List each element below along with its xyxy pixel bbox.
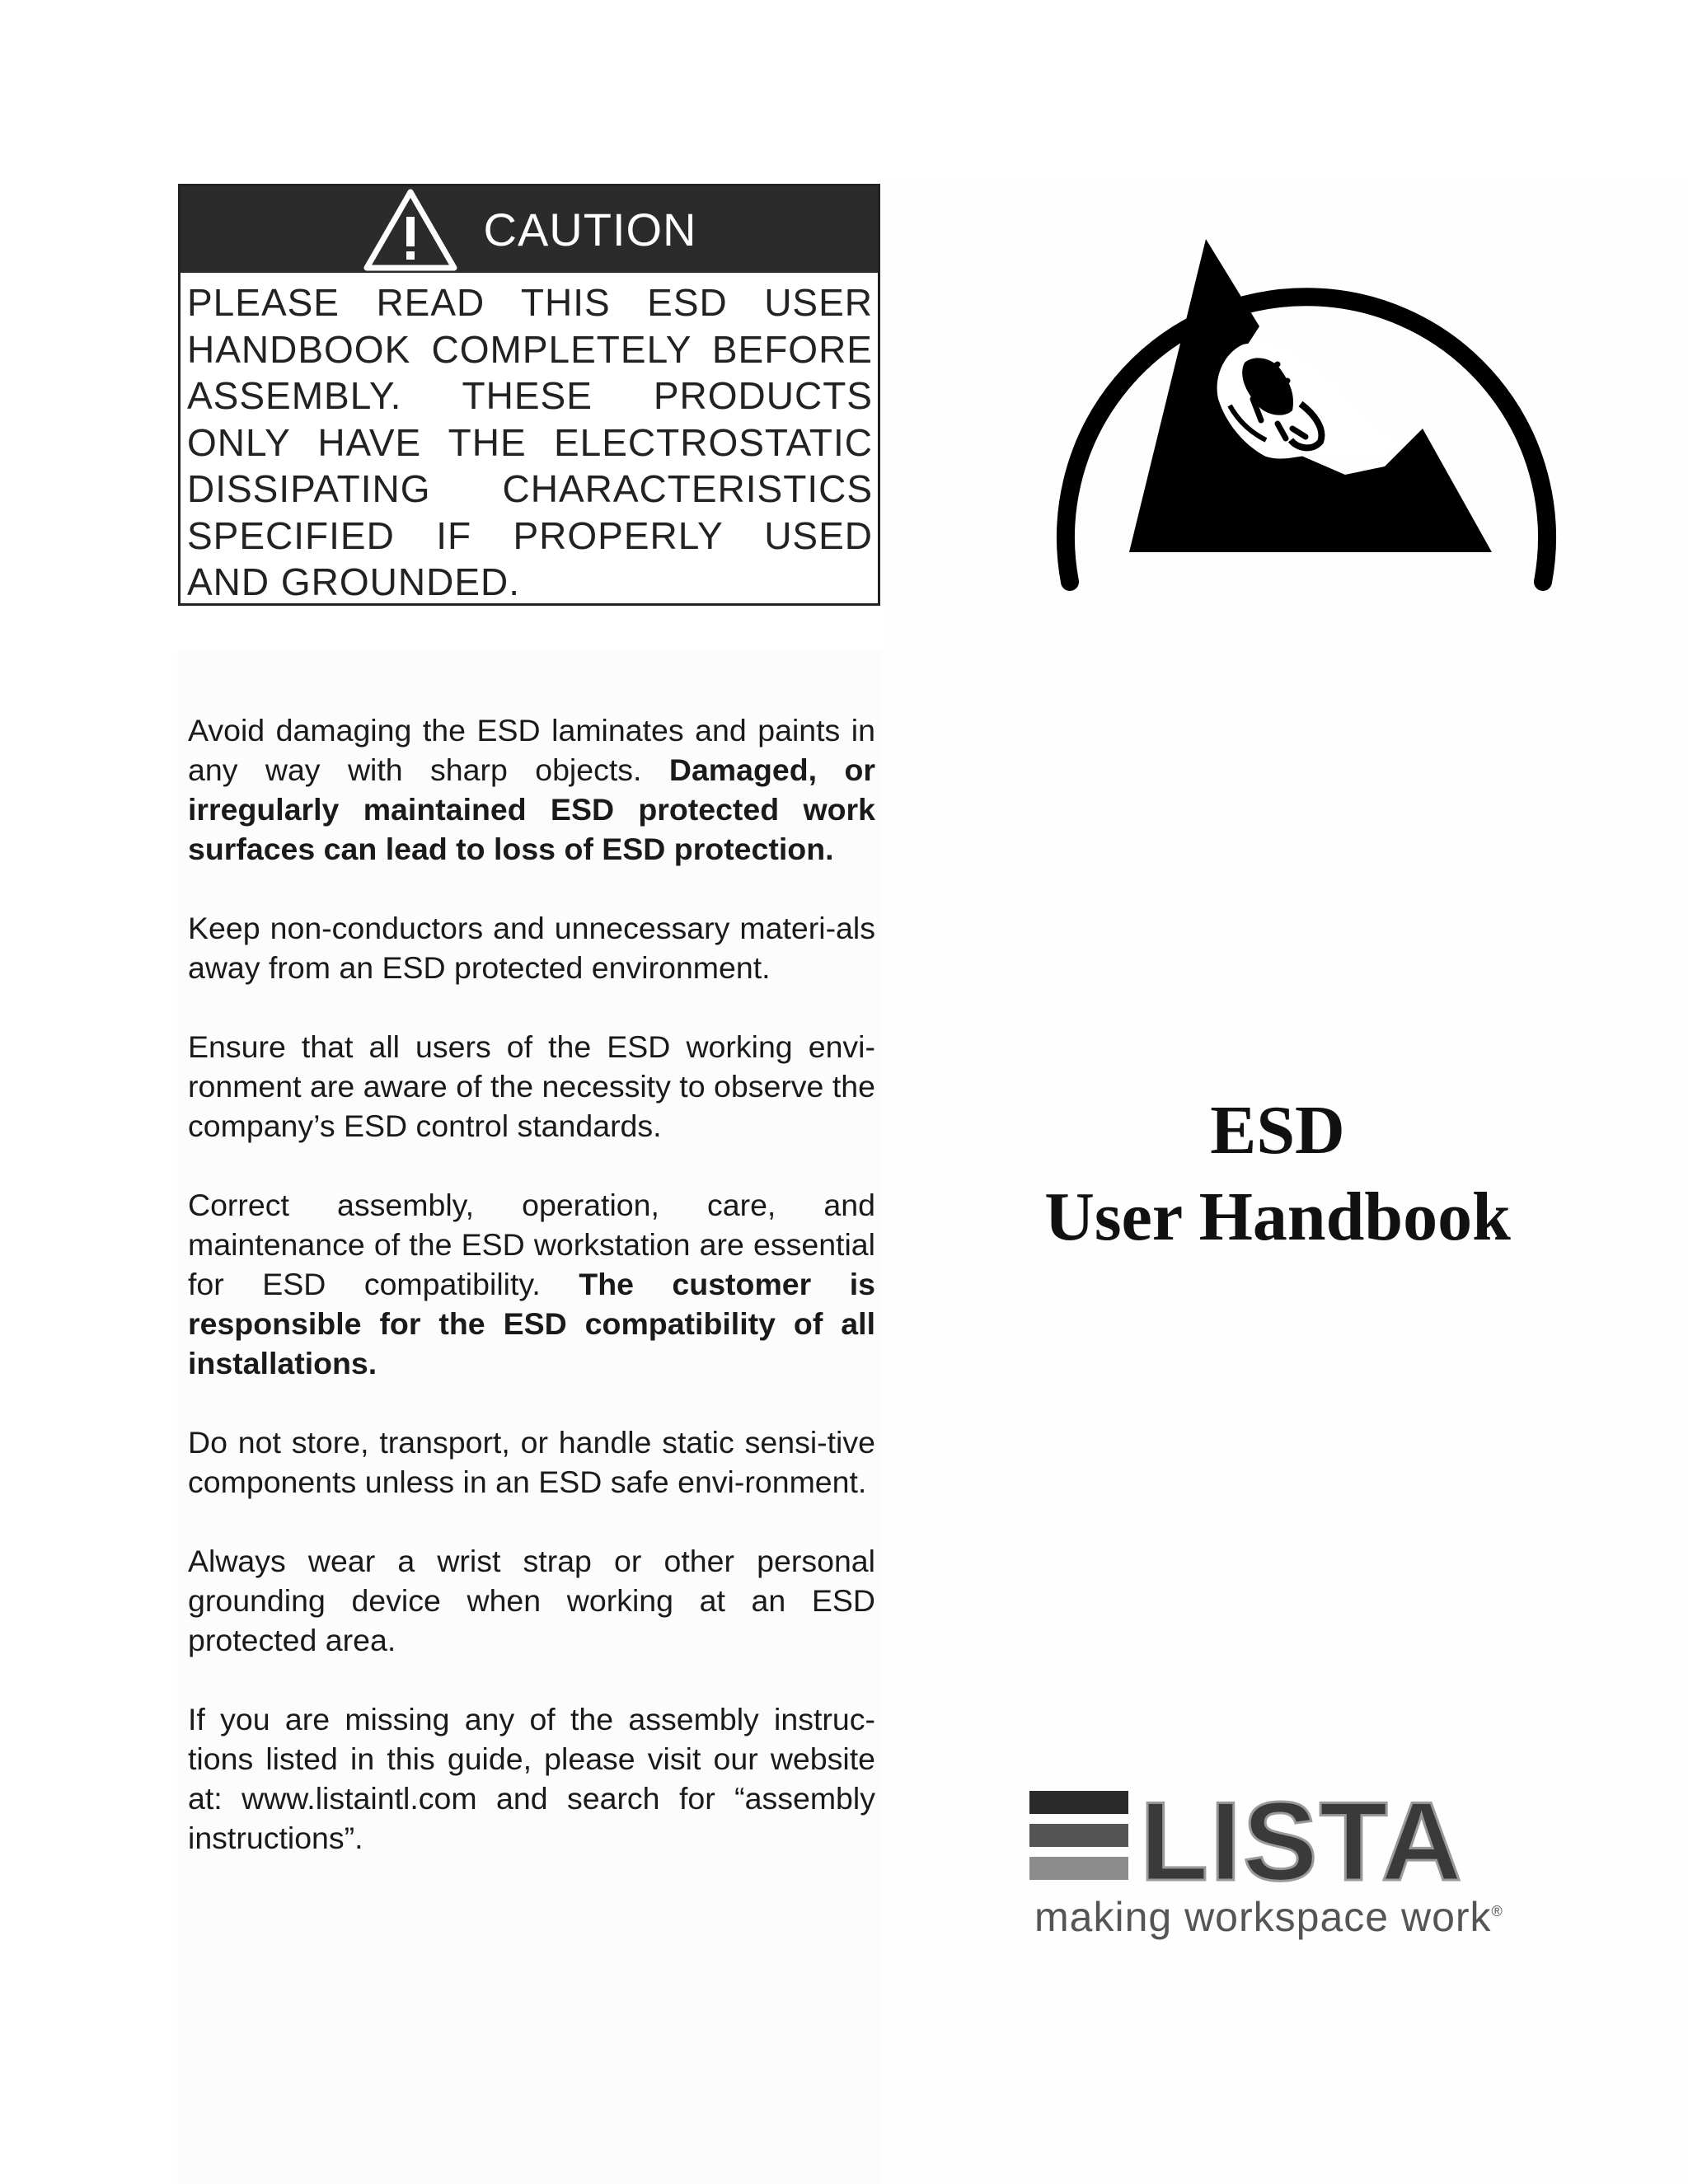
tagline-text: making workspace work — [1034, 1894, 1492, 1940]
paragraph-3 — [188, 1027, 875, 1146]
caution-title: CAUTION — [483, 204, 697, 255]
paragraph-1 — [188, 710, 875, 869]
title-line-2: User Handbook — [1044, 1179, 1511, 1255]
paragraph-7 — [188, 1699, 875, 1858]
paragraph-text: Keep non-conductors and unnecessary materi-als away from an ESD protected environment. — [188, 911, 875, 985]
caution-header — [181, 186, 878, 273]
document-title — [964, 1090, 1591, 1263]
paragraph-text: If you are missing any of the assembly instruc-tions listed in this guide, please visit our website at: www.listaintl.com and search for “assembly instructions”. — [188, 1702, 875, 1855]
title-line-1: ESD — [1210, 1092, 1345, 1169]
paragraph-text: Do not store, transport, or handle static sensi-tive components unless in an ESD safe envi-ronment. — [188, 1425, 875, 1499]
paragraph-text: Avoid damaging the ESD laminates and paints in any way with sharp objects. — [188, 713, 875, 787]
registered-mark: ® — [1491, 1903, 1503, 1919]
esd-hand-triangle-icon — [1030, 213, 1582, 592]
lista-wordmark: LISTA — [1140, 1784, 1464, 1891]
paragraph-text: Ensure that all users of the ESD working envi-ronment are aware of the necessity to observe the company’s ESD control standards. — [188, 1029, 875, 1143]
caution-box — [178, 184, 880, 606]
warning-triangle-icon — [362, 187, 459, 273]
paragraph-emphasis: The customer is responsible for the ESD compatibility of all installations. — [188, 1267, 875, 1380]
paragraph-text: Correct assembly, operation, care, and maintenance of the ESD workstation are essential for ESD compatibility. — [188, 1188, 875, 1301]
paragraph-6 — [188, 1541, 875, 1660]
lista-logo-mark — [1026, 1784, 1537, 1891]
logo-tagline — [1034, 1893, 1503, 1941]
paragraph-2 — [188, 908, 875, 987]
paragraph-5 — [188, 1422, 875, 1502]
caution-text: PLEASE READ THIS ESD USER HANDBOOK COMPLETELY BEFORE ASSEMBLY. THESE PRODUCTS ONLY HAVE THE ELECTROSTATIC DISSIPATING CHARACTERISTICS SPECIFIED IF PROPERLY USED AND GROUNDED. — [187, 281, 873, 603]
paragraph-4 — [188, 1185, 875, 1383]
paragraph-text: Always wear a wrist strap or other personal grounding device when working at an ESD protected area. — [188, 1544, 875, 1657]
paragraph-emphasis: Damaged, or irregularly maintained ESD protected work surfaces can lead to loss of ESD protection. — [188, 752, 875, 866]
guidelines-list — [188, 710, 875, 1897]
